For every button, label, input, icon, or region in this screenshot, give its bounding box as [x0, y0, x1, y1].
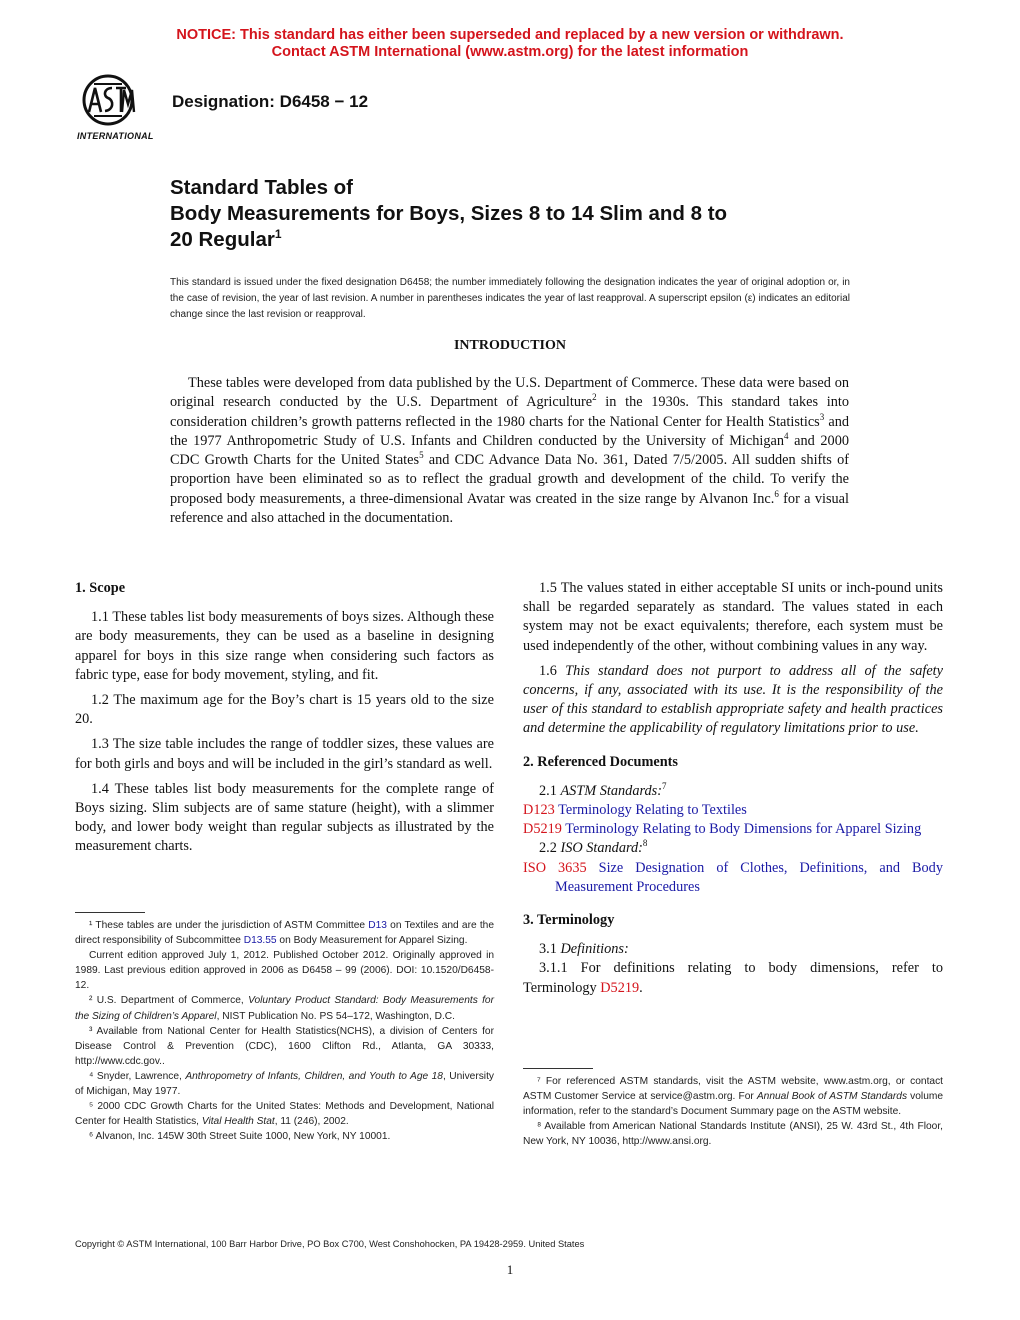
section-3-1: 3.1 Definitions: [539, 941, 629, 958]
footnote-4: ⁴ Snyder, Lawrence, Anthropometry of Infants, Children, and Youth to Age 18, University of Michigan, May 1977. [75, 1070, 494, 1098]
section-1-2: 1.2 The maximum age for the Boy’s chart is 15 years old to the size 20. [75, 692, 494, 728]
ref-d5219-code[interactable]: D5219 [523, 821, 562, 838]
ref-d123-title[interactable]: Terminology Relating to Textiles [558, 802, 747, 819]
footnote-3: ³ Available from National Center for Health Statistics(NCHS), a division of Centers for Disease Control & Prevention (CDC), 1600 Clifton Rd., Atlanta, GA 30333, http://www.cdc.gov.. [75, 1025, 494, 1067]
d13-link[interactable]: D13 [368, 920, 387, 931]
footnote-edition: Current edition approved July 1, 2012. Published October 2012. Originally approved in 1989. Last previous edition approved in 2006 as D6458 – 99 (2006). DOI: 10.1520/D6458-12. [75, 950, 494, 992]
notice-line-2: Contact ASTM International (www.astm.org) for the latest information [271, 44, 749, 60]
section-heading-referenced-documents: 2. Referenced Documents [523, 753, 678, 770]
ref-iso-code[interactable]: ISO 3635 [523, 859, 587, 876]
footnote-ref[interactable]: 3 [819, 411, 825, 422]
footnote-1: ¹ These tables are under the jurisdiction of ASTM Committee D13 on Textiles and are the direct responsibility of Subcommittee D13.55 on Body Measurement for Apparel Sizing. [75, 920, 494, 947]
footnote-2: ² U.S. Department of Commerce, Voluntary Product Standard: Body Measurements for the Sizing of Children’s Apparel, NIST Publication No. PS 54–172, Washington, D.C. [75, 995, 494, 1022]
title-line-2: Body Measurements for Boys, Sizes 8 to 14 Slim and 8 to [170, 202, 728, 225]
title-footnote-ref[interactable]: 1 [274, 227, 282, 242]
page-title [170, 175, 870, 253]
footnotes-left [75, 912, 494, 1144]
ref-iso-title[interactable]: Size Designation of Clothes, Definitions, and Body Measurement Procedures [555, 859, 943, 895]
ref-d123 [523, 801, 943, 820]
section-2-1: 2.1 ASTM Standards:$^7$ [539, 781, 667, 799]
footnote-divider [523, 1068, 593, 1069]
footnote-ref[interactable]: 6 [774, 489, 779, 500]
section-1-3: 1.3 The size table includes the range of toddler sizes, these values are for both girls and boys and will be included in the girl’s standard as well. [75, 736, 494, 772]
footnotes-right [523, 1068, 943, 1149]
logo-text: INTERNATIONAL [77, 131, 154, 141]
ref-d5219 [523, 820, 943, 839]
withdrawal-notice [0, 27, 1020, 61]
footnote-5: ⁵ 2000 CDC Growth Charts for the United States: Methods and Development, National Center for Health Statistics, Vital Health Stat, 11 (246), 2002. [75, 1101, 494, 1128]
section-1-1: 1.1 These tables list body measurements of boys sizes. Although these are body measurements, they can be used as a baseline in designing apparel for boys in this size range when considering such factors as fabric type, ease for body movement, styling, and fit. [75, 609, 494, 683]
ref-iso-3635 [523, 859, 943, 897]
astm-logo [72, 70, 162, 145]
footnote-ref[interactable]: 8 [642, 838, 648, 849]
ref-d123-code[interactable]: D123 [523, 802, 555, 819]
introduction-heading: INTRODUCTION [453, 338, 566, 353]
title-line-1: Standard Tables of [170, 176, 354, 199]
introduction-paragraph: These tables were developed from data published by the U.S. Department of Commerce. These data were based on original research conducted by the U.S. Department of Agriculture$^2$ in the 1930s. This standard takes into consideration children’s growth patterns reflected in the 1980 charts for the National Center for Health Statistics$^3$ and the 1977 Anthropometric Study of U.S. Infants and Children conducted by the University of Michigan$^4$ and 2000 CDC Growth Charts for the United States$^5$ and CDC Advance Data No. 361, Dated 7/5/2005. All sudden shifts of proportion have been eliminated so as to reflect the gradual growth and development of the child. To verify the proposed body measurements, a three-dimensional Avatar was created in the size range by Alvanon Inc.$^6$ for a visual reference and also attached in the documentation. [170, 375, 850, 527]
left-column [75, 579, 494, 863]
section-3-1-1: 3.1.1 For definitions relating to body dimensions, refer to Terminology D5219. [523, 960, 943, 996]
notice-line-1: NOTICE: This standard has either been superseded and replaced by a new version or withdrawn. [176, 27, 844, 43]
page-number: 1 [506, 1262, 514, 1277]
copyright: Copyright © ASTM International, 100 Barr Harbor Drive, PO Box C700, West Conshohocken, PA 19428-2959. United States [75, 1239, 585, 1249]
issued-note: This standard is issued under the fixed designation D6458; the number immediately following the designation indicates the year of original adoption or, in the case of revision, the year of last revision. A number in parentheses indicates the year of last reapproval. A superscript epsilon (ε) indicates an editorial change since the last revision or reapproval. [170, 277, 850, 320]
section-1-4: 1.4 These tables list body measurements for the complete range of Boys sizing. Slim subjects are of same stature (height), with a slimmer body, and lower body weight than regular subjects as illustrated by the measurement charts. [75, 780, 494, 855]
title-line-3: 20 Regular [170, 228, 275, 251]
footnote-6: ⁶ Alvanon, Inc. 145W 30th Street Suite 1000, New York, NY 10001. [89, 1131, 391, 1143]
d13-55-link[interactable]: D13.55 [243, 935, 277, 947]
footnote-ref[interactable]: 4 [784, 431, 789, 442]
section-heading-terminology: 3. Terminology [523, 912, 615, 929]
footnote-7: ⁷ For referenced ASTM standards, visit the ASTM website, www.astm.org, or contact ASTM Customer Service at service@astm.org. For Annual Book of ASTM Standards volume information, refer to the standard’s Document Summary page on the ASTM website. [523, 1076, 944, 1118]
section-1-6: 1.6 This standard does not purport to address all of the safety concerns, if any, associated with its use. It is the responsibility of the user of this standard to establish appropriate safety and health practices and determine the applicability of regulatory limitations prior to use. [523, 662, 943, 737]
ref-d5219-title[interactable]: Terminology Relating to Body Dimensions for Apparel Sizing [565, 821, 922, 838]
designation: Designation: D6458 − 12 [172, 92, 369, 111]
section-1-5: 1.5 The values stated in either acceptable SI units or inch-pound units shall be regarded separately as standard. The values stated in each system may not be exact equivalents; therefore, each system must be used independently of the other, without combining values in any way. [523, 580, 943, 654]
section-heading-scope: 1. Scope [75, 580, 126, 596]
footnote-ref[interactable]: 2 [592, 392, 597, 403]
footnote-ref[interactable]: 7 [662, 781, 667, 792]
ref-d5219-inline[interactable]: D5219 [600, 979, 640, 996]
footnote-divider [75, 912, 145, 913]
right-column [523, 579, 943, 1004]
section-2-2: 2.2 ISO Standard:$^8$ [539, 838, 648, 857]
footnote-ref[interactable]: 5 [419, 450, 424, 461]
footnote-8: ⁸ Available from American National Standards Institute (ANSI), 25 W. 43rd St., 4th Floor, New York, NY 10036, http://www.ansi.org. [523, 1121, 943, 1148]
